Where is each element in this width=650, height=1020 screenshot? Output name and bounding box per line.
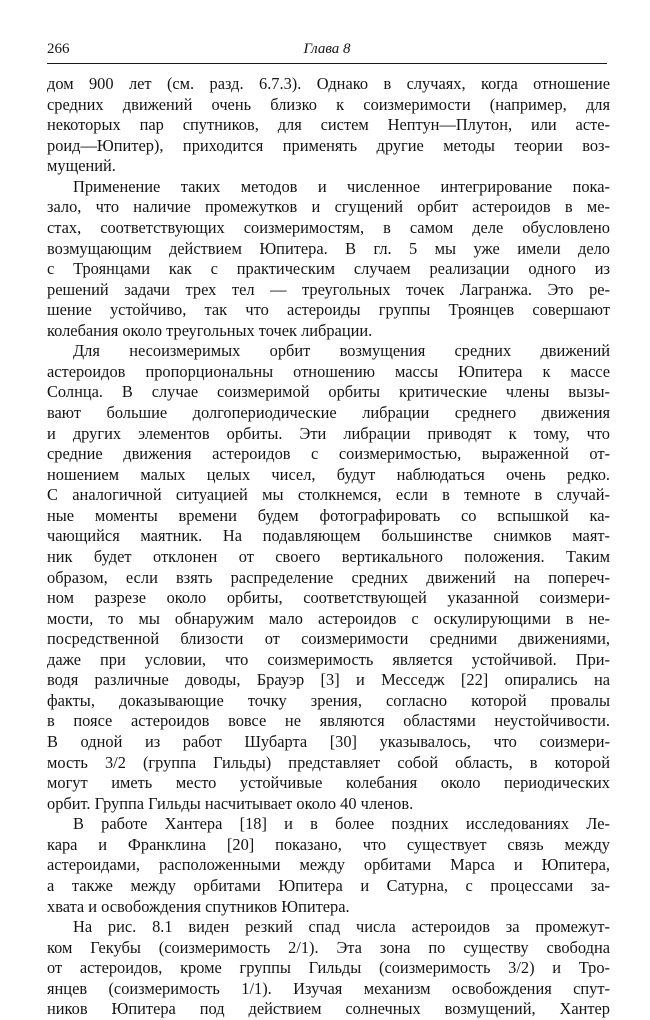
text-line: а также между орбитами Юпитера и Сатурна, с процессами за- bbox=[47, 875, 610, 895]
text-line: вают большие долгопериодические либрации среднего движения bbox=[47, 403, 610, 422]
text-line: Применение таких методов и численное интегрирование пока- bbox=[73, 176, 610, 196]
text-line: ношением малых целых чисел, будут наблюдаться очень редко. bbox=[47, 464, 610, 484]
text-line: дом 900 лет (см. разд. 6.7.3). Однако в случаях, когда отношение bbox=[47, 74, 610, 93]
text-line: средних движений очень близко к соизмеримости (например, для bbox=[47, 94, 610, 114]
text-line: посредственной близости от соизмеримости средними движениями, bbox=[47, 629, 610, 649]
text-line: астероидами, расположенными между орбитами Марса и Юпитера, bbox=[47, 855, 610, 875]
text-line: в поясе астероидов вовсе не являются областями неустойчивости. bbox=[47, 711, 610, 731]
paragraph bbox=[47, 917, 610, 1020]
text-line: образом, если взять распределение средних движений на попереч- bbox=[47, 567, 610, 587]
text-line: зало, что наличие промежутков и сгущений орбит астероидов в ме- bbox=[47, 197, 610, 217]
text-line: мости, то мы обнаружим мало астероидов с оскулирующими в не- bbox=[47, 608, 610, 628]
text-line: астероидов пропорциональны отношению массы Юпитера к массе bbox=[47, 361, 610, 381]
paragraph bbox=[47, 74, 610, 177]
text-line: стах, соответствующих соизмеримостям, в самом деле обусловлено bbox=[47, 217, 610, 237]
text-line: Солнца. В случае соизмеримой орбиты критические члены вызы- bbox=[47, 382, 610, 402]
text-line: шение устойчиво, так что астероиды группы Троянцев совершают bbox=[47, 300, 610, 320]
text-line: факты, доказывающие точку зрения, согласно которой провалы bbox=[47, 690, 610, 710]
text-line: возмущающим действием Юпитера. В гл. 5 мы уже имели дело bbox=[47, 238, 610, 258]
text-line: и других элементов орбиты. Эти либрации приводят к тому, что bbox=[47, 423, 610, 443]
text-line: С аналогичной ситуацией мы столкнемся, если в темноте в случай- bbox=[47, 485, 610, 505]
text-line: На рис. 8.1 виден резкий спад числа астероидов за промежут- bbox=[73, 917, 610, 937]
paragraph bbox=[47, 814, 610, 917]
paragraph bbox=[47, 177, 610, 342]
text-line: мущений. bbox=[47, 156, 116, 176]
text-line: янцев (соизмеримость 1/1). Изучая механизм освобождения спут- bbox=[47, 978, 610, 998]
text-line: хвата и освобождения спутников Юпитера. bbox=[47, 896, 350, 916]
page-number: 266 bbox=[47, 41, 70, 57]
text-line: мость 3/2 (группа Гильды) представляет собой область, в которой bbox=[47, 752, 610, 772]
text-line: В одной из работ Шубарта [30] указывалось, что соизмери- bbox=[47, 732, 610, 751]
paragraph bbox=[47, 341, 610, 814]
text-line: чающийся маятник. На подавляющем большинстве снимков маят- bbox=[47, 526, 610, 546]
text-line: ные моменты времени будем фотографировать со вспышкой ка- bbox=[47, 505, 610, 525]
text-line: роид—Юпитер), приходится применять другие методы теории воз- bbox=[47, 135, 610, 155]
text-line: некоторых пар спутников, для систем Нептун—Плутон, или асте- bbox=[47, 115, 610, 135]
text-line: могут иметь место устойчивые колебания около периодических bbox=[47, 773, 610, 793]
text-line: даже при условии, что соизмеримость является устойчивой. При- bbox=[47, 649, 610, 669]
body-text bbox=[47, 74, 610, 1020]
text-line: ников Юпитера под действием солнечных возмущений, Хантер bbox=[47, 999, 610, 1019]
text-line: решений задачи трех тел — треугольных точек Лагранжа. Это ре- bbox=[47, 279, 610, 299]
running-head: Глава 8 bbox=[303, 41, 351, 57]
text-line: Для несоизмеримых орбит возмущения средних движений bbox=[73, 341, 610, 361]
text-line: ном разрезе около орбиты, соответствующей указанной соизмери- bbox=[47, 588, 610, 608]
text-line: водя различные доводы, Брауэр [3] и Месседж [22] опирались на bbox=[47, 670, 610, 690]
text-line: орбит. Группа Гильды насчитывает около 40 членов. bbox=[47, 793, 414, 813]
text-line: ком Гекубы (соизмеримость 2/1). Эта зона по существу свободна bbox=[47, 937, 610, 957]
page-header bbox=[47, 39, 607, 64]
text-line: колебания около треугольных точек либрации. bbox=[47, 320, 373, 340]
text-line: с Троянцами как с практическим случаем реализации одного из bbox=[47, 259, 610, 279]
text-line: кара и Франклина [20] показано, что существует связь между bbox=[47, 834, 610, 854]
text-line: средние движения астероидов с соизмеримостью, выраженной от- bbox=[47, 444, 610, 464]
text-line: ник будет отклонен от своего вертикального положения. Таким bbox=[47, 546, 610, 566]
text-line: от астероидов, кроме группы Гильды (соизмеримость 3/2) и Тро- bbox=[47, 958, 610, 978]
text-line: В работе Хантера [18] и в более поздних исследованиях Ле- bbox=[73, 814, 610, 834]
